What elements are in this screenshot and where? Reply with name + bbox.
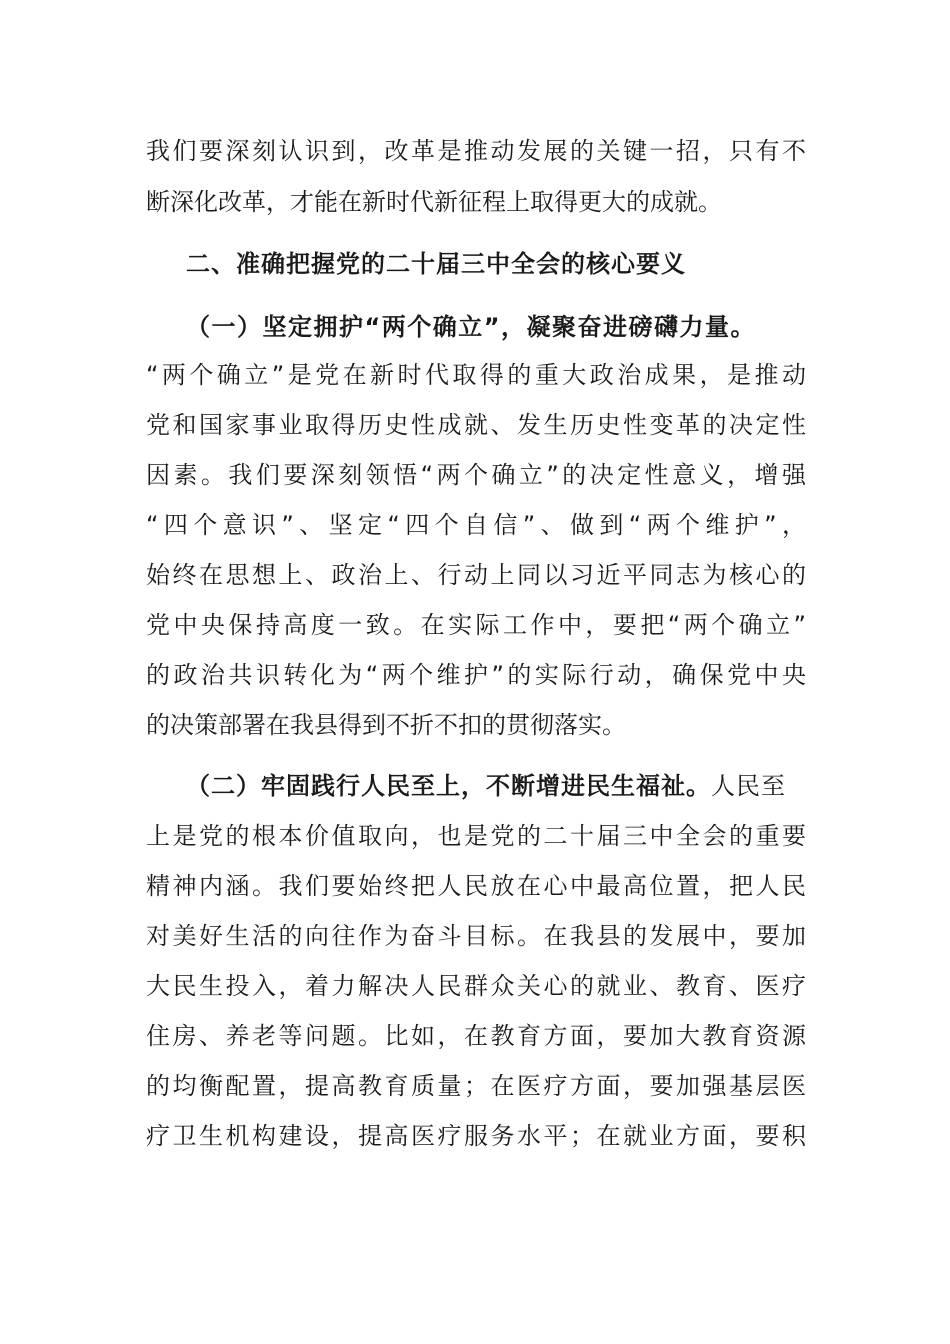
subsection-title-2-tail: 人民至 <box>711 772 786 800</box>
paragraph-line: 精神内涵。我们要始终把人民放在心中最高位置，把人民 <box>146 872 806 900</box>
section-heading: 二、准确把握党的二十届三中全会的核心要义 <box>186 250 686 278</box>
subsection-title-2-text: （二）牢固践行人民至上，不断增进民生福祉。 <box>186 772 711 800</box>
paragraph-line: 因素。我们要深刻领悟“两个确立”的决定性意义，增强 <box>146 461 806 489</box>
paragraph-line: 的均衡配置，提高教育质量；在医疗方面，要加强基层医 <box>146 1072 806 1100</box>
subsection-title-2 <box>186 769 786 803</box>
paragraph-line: 疗卫生机构建设，提高医疗服务水平；在就业方面，要积 <box>146 1122 806 1150</box>
paragraph-line: 党和国家事业取得历史性成就、发生历史性变革的决定性 <box>146 411 806 439</box>
paragraph-line: 对美好生活的向往作为奋斗目标。在我县的发展中，要加 <box>146 922 806 950</box>
paragraph-line: 党中央保持高度一致。在实际工作中，要把“两个确立” <box>146 611 806 639</box>
paragraph-line: 大民生投入，着力解决人民群众关心的就业、教育、医疗 <box>146 972 806 1000</box>
subsection-title-1: （一）坚定拥护“两个确立”，凝聚奋进磅礴力量。 <box>186 313 757 341</box>
paragraph-line: 住房、养老等问题。比如，在教育方面，要加大教育资源 <box>146 1022 806 1050</box>
paragraph-line: 我们要深刻认识到，改革是推动发展的关键一招，只有不 <box>146 137 806 165</box>
paragraph-line: 始终在思想上、政治上、行动上同以习近平同志为核心的 <box>146 561 806 589</box>
paragraph-line: 上是党的根本价值取向，也是党的二十届三中全会的重要 <box>146 822 806 850</box>
paragraph-line: 断深化改革，才能在新时代新征程上取得更大的成就。 <box>146 188 722 216</box>
paragraph-line: “两个确立”是党在新时代取得的重大政治成果，是推动 <box>146 361 806 389</box>
paragraph-line: 的决策部署在我县得到不折不扣的贯彻落实。 <box>146 711 626 739</box>
paragraph-line: 的政治共识转化为“两个维护”的实际行动，确保党中央 <box>146 661 806 689</box>
paragraph-line: “四个意识”、坚定“四个自信”、做到“两个维护”， <box>146 511 806 539</box>
